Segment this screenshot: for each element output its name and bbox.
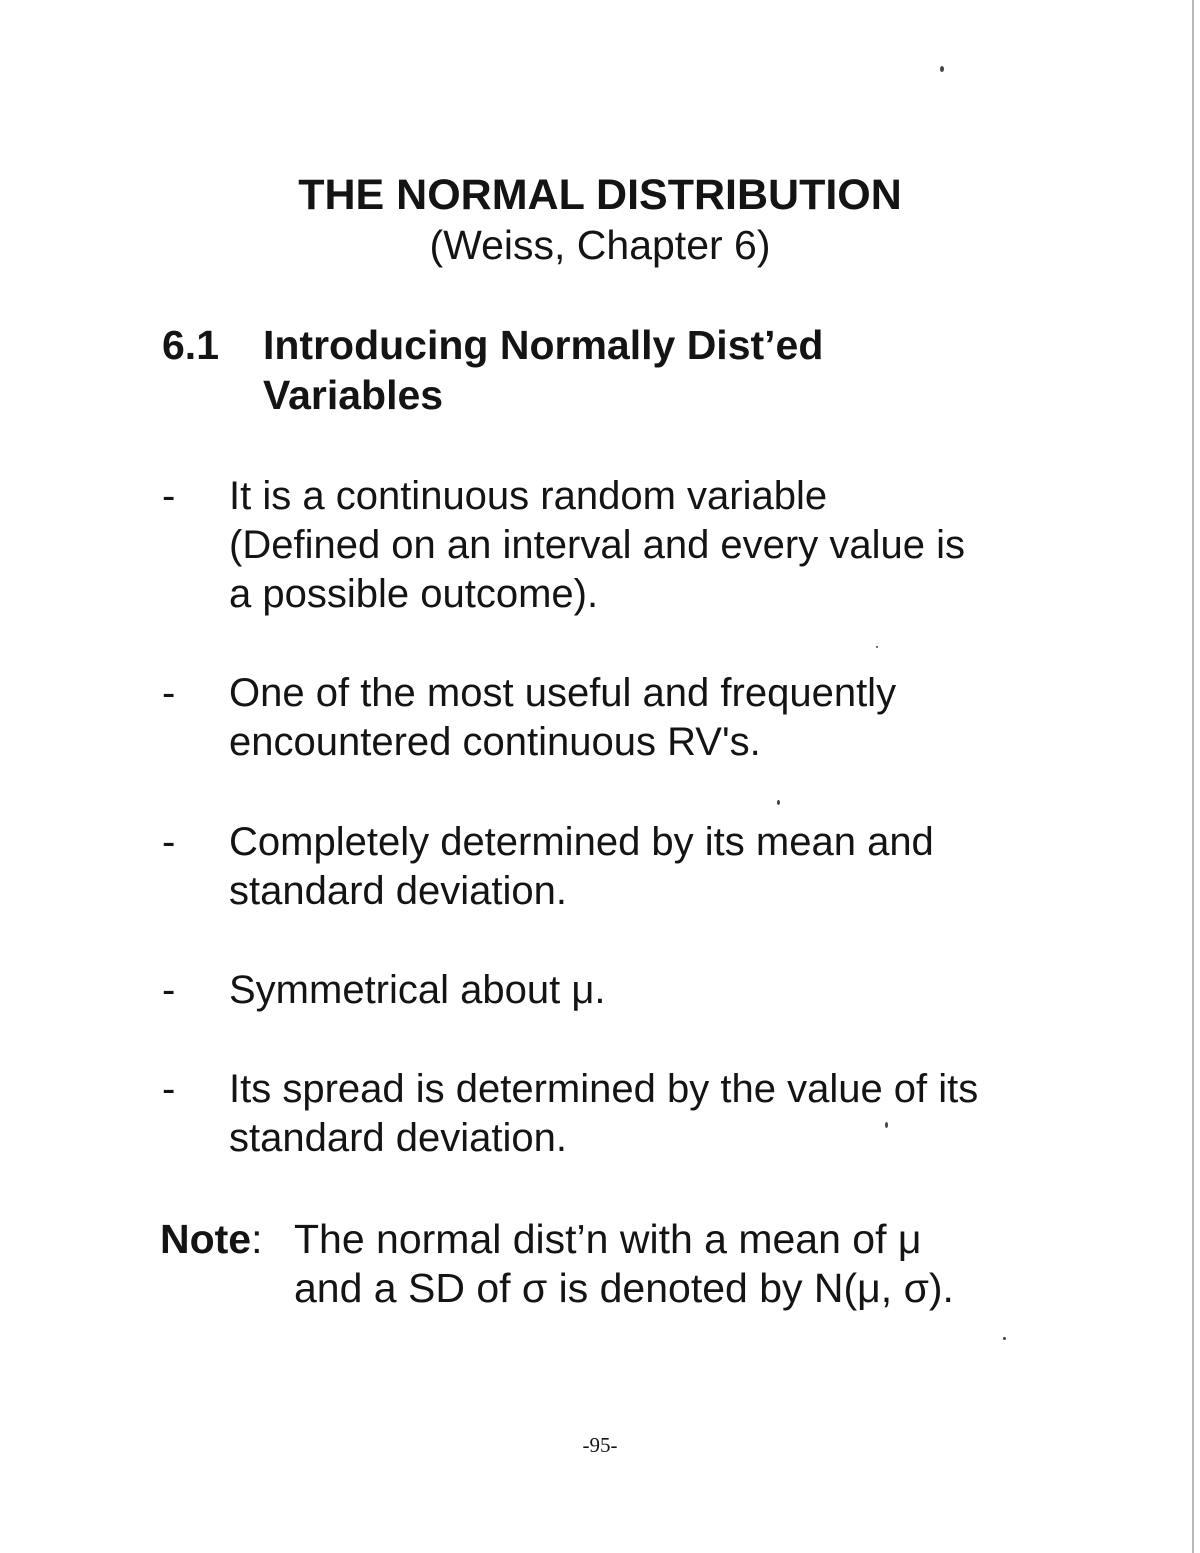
document-title: THE NORMAL DISTRIBUTION <box>298 171 902 219</box>
document-subtitle: (Weiss, Chapter 6) <box>429 222 771 268</box>
scan-speck <box>940 66 944 72</box>
page-number: -95- <box>582 1433 618 1457</box>
bullet-text <box>229 669 1109 767</box>
section-title-line-2: Variables <box>263 372 444 418</box>
bullet-text <box>229 818 1109 916</box>
scan-speck <box>876 646 878 648</box>
section-title <box>263 320 963 420</box>
bullet-line: standard deviation. <box>229 869 568 913</box>
note-label-colon: : <box>251 1216 263 1262</box>
section-title-line-1: Introducing Normally Dist’ed <box>263 322 824 368</box>
bullet-line: a possible outcome). <box>229 572 599 616</box>
note-line-1: The normal dist’n with a mean of μ <box>294 1216 922 1262</box>
bullet-dash: - <box>162 474 176 518</box>
note-label-word: Note <box>160 1216 252 1262</box>
note-label <box>160 1215 263 1264</box>
bullet-text <box>229 1065 1109 1163</box>
bullet-dash: - <box>162 968 176 1012</box>
bullet-dash: - <box>162 820 176 864</box>
scan-speck <box>1003 1337 1006 1340</box>
bullet-line: It is a continuous random variable <box>229 474 828 518</box>
bullet-line: One of the most useful and frequently <box>229 671 897 715</box>
bullet-line: (Defined on an interval and every value is <box>229 523 965 567</box>
bullet-line: standard deviation. <box>229 1116 568 1160</box>
note-line-2: and a SD of σ is denoted by N(μ, σ). <box>294 1265 954 1311</box>
bullet-line: Its spread is determined by the value of its <box>229 1067 979 1111</box>
section-number: 6.1 <box>162 322 219 368</box>
bullet-line: encountered continuous RV's. <box>229 720 761 764</box>
bullet-dash: - <box>162 1067 176 1111</box>
note-text <box>294 1215 1054 1313</box>
bullet-text <box>229 472 1109 619</box>
bullet-text <box>229 966 1109 1015</box>
scan-speck <box>777 800 780 805</box>
bullet-line: Completely determined by its mean and <box>229 820 934 864</box>
bullet-line: Symmetrical about μ. <box>229 968 606 1012</box>
bullet-dash: - <box>162 671 176 715</box>
